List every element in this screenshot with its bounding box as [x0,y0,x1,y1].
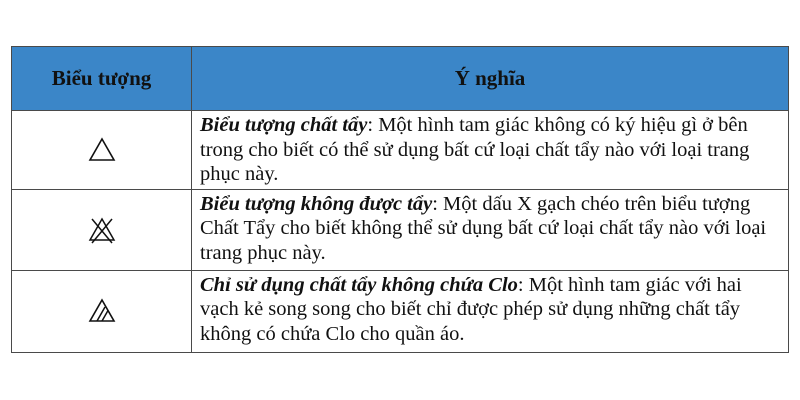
table-row [12,270,789,352]
bleach-symbols-table [11,46,789,353]
symbol-description: : Một hình tam giác không có ký hiệu gì ở bên trong cho biết có thể sử dụng bất cứ loại chất tẩy nào với loại trang phục này. [200,114,750,185]
symbol-cell [12,111,192,190]
header-meaning: Ý nghĩa [192,47,789,111]
table-row [12,111,789,190]
bleach-any-triangle-icon [12,137,191,163]
table-row [12,189,789,270]
symbol-cell [12,189,192,270]
symbol-term: Biểu tượng không được tẩy [200,192,433,215]
symbol-term: Biểu tượng chất tẩy [200,114,368,136]
do-not-bleach-icon [12,215,191,245]
non-chlorine-bleach-icon [12,298,191,324]
meaning-cell [192,270,789,352]
header-row [12,47,789,111]
symbol-description: : Một hình tam giác với hai vạch kẻ song song cho biết chỉ được phép sử dụng những chất tẩy không có chứa Clo cho quần áo. [200,273,742,345]
meaning-cell [192,111,789,190]
bleach-symbols-table-container [11,46,788,353]
symbol-term: Chỉ sử dụng chất tẩy không chứa Clo [200,273,518,296]
symbol-description: : Một dấu X gạch chéo trên biểu tượng Chất Tẩy cho biết không thể sử dụng bất cứ loại chất tẩy nào với loại trang phục này. [200,192,767,264]
symbol-cell [12,270,192,352]
table-header [12,47,789,111]
meaning-cell [192,189,789,270]
header-symbol: Biểu tượng [12,47,192,111]
